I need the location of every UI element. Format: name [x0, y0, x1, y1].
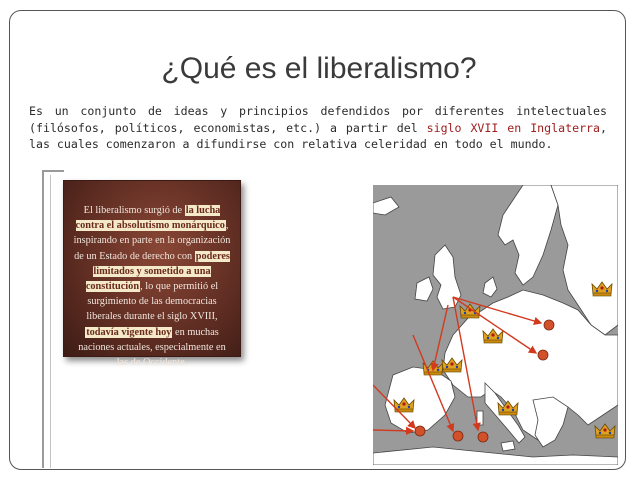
info-card-text: [72, 203, 232, 370]
intro-text-end: , las cuales comenzaron a difundirse con relativa celeridad en todo el mundo.: [29, 120, 607, 151]
card-highlight-2: poderes limitados y sometido a una constitución: [85, 250, 230, 293]
connector-line: [50, 175, 51, 468]
origin-dot-icon: [453, 431, 463, 441]
intro-text-start: Es un conjunto de ideas y principios defendidos por diferentes intelectuales (filósofos, políticos, economistas, etc.) a partir del: [29, 104, 607, 135]
origin-dot-icon: [415, 426, 425, 436]
intro-paragraph: [29, 103, 607, 153]
connector-line: [42, 170, 44, 468]
origin-dot-icon: [478, 432, 488, 442]
origin-dot-icon: [538, 350, 548, 360]
intro-highlight: siglo XVII en Inglaterra: [426, 120, 601, 135]
card-highlight-1: la lucha contra el absolutismo monárquico: [75, 205, 225, 232]
card-text-1: El liberalismo surgió de: [83, 205, 185, 216]
slide-title: ¿Qué es el liberalismo?: [161, 52, 477, 85]
connector-line: [42, 170, 64, 172]
card-text-2: , inspirando en parte en la organización de un Estado de derecho con: [73, 220, 231, 262]
card-text-3: , lo que permitió el surgimiento de las democracias liberales durante el siglo XVIII,: [86, 281, 219, 323]
info-card: [63, 180, 241, 369]
card-text-4: en muchas naciones actuales, especialmente en las de Occidente.: [78, 326, 226, 369]
origin-dot-icon: [544, 320, 554, 330]
europe-map: [373, 185, 618, 465]
card-highlight-3: todavía vigente hoy: [86, 326, 172, 338]
